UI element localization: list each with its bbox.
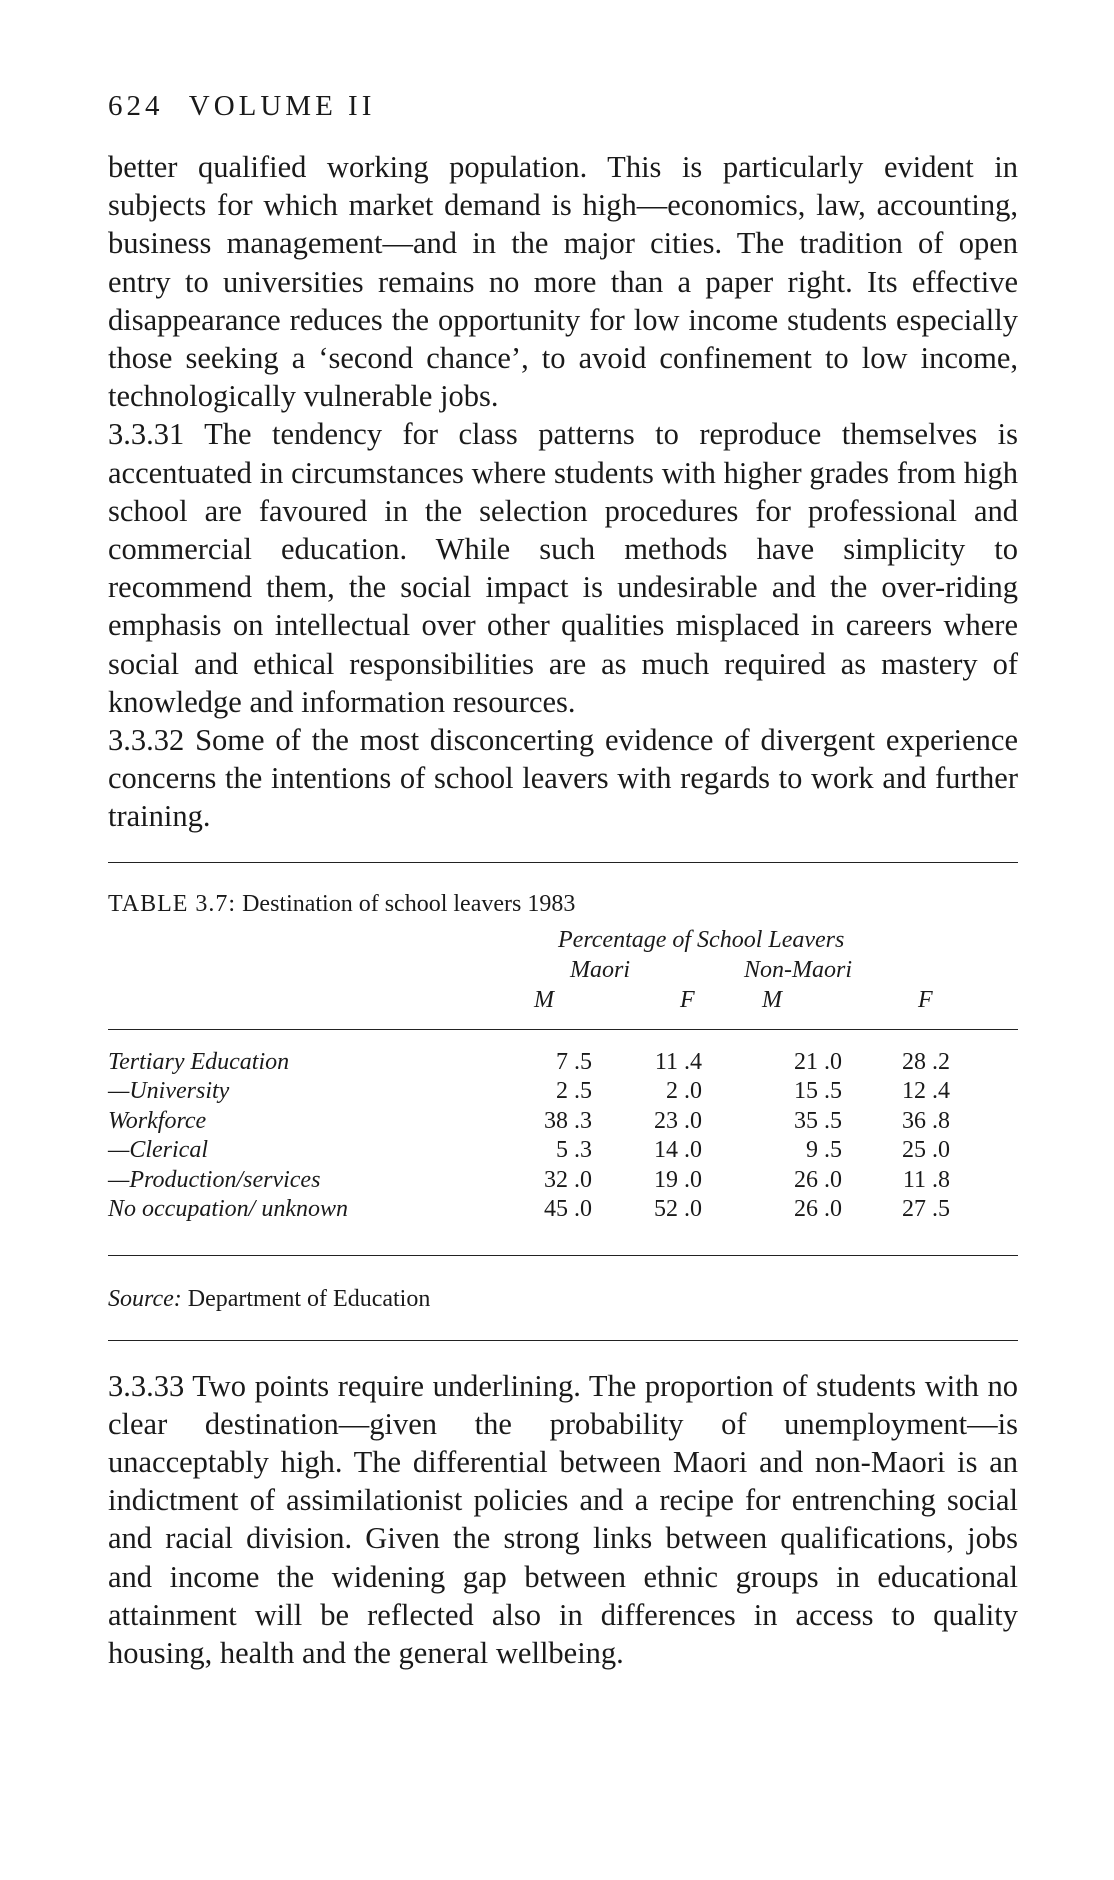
cell-maori-f: 11 .4 xyxy=(654,1048,702,1075)
cell-maori-m: 7 .5 xyxy=(556,1048,592,1075)
sub-col-maori-f: F xyxy=(680,986,695,1013)
sub-col-non-maori-f: F xyxy=(918,986,933,1013)
cell-maori-f: 52 .0 xyxy=(654,1196,702,1223)
row-label: —University xyxy=(108,1078,230,1105)
cell-maori-m: 5 .3 xyxy=(556,1137,592,1164)
col-group-non-maori: Non-Maori xyxy=(744,956,852,983)
cell-maori-f: 14 .0 xyxy=(654,1137,702,1164)
col-group-maori: Maori xyxy=(570,956,630,983)
cell-maori-m: 38 .3 xyxy=(544,1107,592,1134)
cell-non-maori-m: 9 .5 xyxy=(806,1137,842,1164)
cell-maori-f: 23 .0 xyxy=(654,1107,702,1134)
page-number: 624 xyxy=(108,90,164,122)
source-text: Department of Education xyxy=(187,1285,431,1312)
paragraph-continuation: better qualified working population. This is particularly evident in subjects for which market demand is high—economics, law, accounting, business management—and in the major cities. The tradition of open entry to universities remains no more than a paper right. Its effective disappearance reduces the opportunity for low income students especially those seeking a ‘second chance’, to avoid confinement to low income, technologically vulnerable jobs. xyxy=(108,150,1018,414)
cell-non-maori-m: 21 .0 xyxy=(794,1048,842,1075)
cell-non-maori-f: 11 .8 xyxy=(902,1166,950,1193)
cell-non-maori-m: 26 .0 xyxy=(794,1166,842,1193)
row-label: Tertiary Education xyxy=(108,1048,290,1075)
table-end-rule xyxy=(108,1340,1018,1341)
cell-maori-m: 2 .5 xyxy=(556,1078,592,1105)
cell-maori-m: 32 .0 xyxy=(544,1166,592,1193)
document-page xyxy=(108,86,1018,1672)
sub-col-non-maori-m: M xyxy=(762,986,782,1013)
cell-non-maori-f: 12 .4 xyxy=(902,1078,950,1105)
table-source xyxy=(108,1284,1018,1314)
cell-non-maori-m: 15 .5 xyxy=(794,1078,842,1105)
table-header-rule xyxy=(108,1029,1018,1030)
table-row xyxy=(108,1166,1018,1196)
table-caption xyxy=(108,889,1018,919)
table-bottom-rule xyxy=(108,1255,1018,1256)
table-caption-text: Destination of school leavers 1983 xyxy=(242,890,576,917)
cell-non-maori-f: 27 .5 xyxy=(902,1196,950,1223)
cell-non-maori-f: 25 .0 xyxy=(902,1137,950,1164)
paragraph-3-3-33: 3.3.33 Two points require underlining. The proportion of students with no clear destination—given the probability of unemployment—is unacceptably high. The differential between Maori and non-Maori is an indictment of assimilationist policies and a recipe for entrenching social and racial division. Given the strong links between qualifications, jobs and income the widening gap between ethnic groups in educational attainment will be reflected also in differences in access to quality housing, health and the general wellbeing. xyxy=(108,1368,1018,1671)
row-label: —Clerical xyxy=(108,1137,208,1164)
table-block xyxy=(108,862,1018,1341)
source-label: Source: xyxy=(108,1285,182,1312)
data-table xyxy=(108,1048,1018,1225)
cell-non-maori-f: 36 .8 xyxy=(902,1107,950,1134)
table-row xyxy=(108,1195,1018,1225)
cell-non-maori-f: 28 .2 xyxy=(902,1048,950,1075)
cell-maori-f: 2 .0 xyxy=(666,1078,702,1105)
cell-maori-f: 19 .0 xyxy=(654,1166,702,1193)
table-caption-label: TABLE 3.7: xyxy=(108,890,237,917)
paragraph-3-3-32: 3.3.32 Some of the most disconcerting evidence of divergent experience concerns the intentions of school leavers with regards to work and further training. xyxy=(108,723,1018,834)
table-row xyxy=(108,1077,1018,1107)
sub-col-maori-m: M xyxy=(534,986,554,1013)
table-row xyxy=(108,1048,1018,1078)
table-column-header xyxy=(108,919,1018,1029)
cell-non-maori-m: 26 .0 xyxy=(794,1196,842,1223)
cell-maori-m: 45 .0 xyxy=(544,1196,592,1223)
row-label: —Production/services xyxy=(108,1166,321,1193)
table-row xyxy=(108,1136,1018,1166)
volume-label: VOLUME II xyxy=(188,90,376,122)
paragraph-3-3-31: 3.3.31 The tendency for class patterns to reproduce themselves is accentuated in circumstances where students with higher grades from high school are favoured in the selection procedures for professional and commercial education. While such methods have simplicity to recommend them, the social impact is undesirable and the over-riding emphasis on intellectual over other qualities misplaced in careers where social and ethical responsibilities are as much required as mastery of knowledge and information resources. xyxy=(108,417,1018,719)
group-header: Percentage of School Leavers xyxy=(558,926,845,953)
table-row xyxy=(108,1107,1018,1137)
row-label: Workforce xyxy=(108,1107,207,1134)
running-head xyxy=(108,86,1018,126)
table-top-rule xyxy=(108,862,1018,863)
cell-non-maori-m: 35 .5 xyxy=(794,1107,842,1134)
row-label: No occupation/ unknown xyxy=(108,1196,348,1223)
